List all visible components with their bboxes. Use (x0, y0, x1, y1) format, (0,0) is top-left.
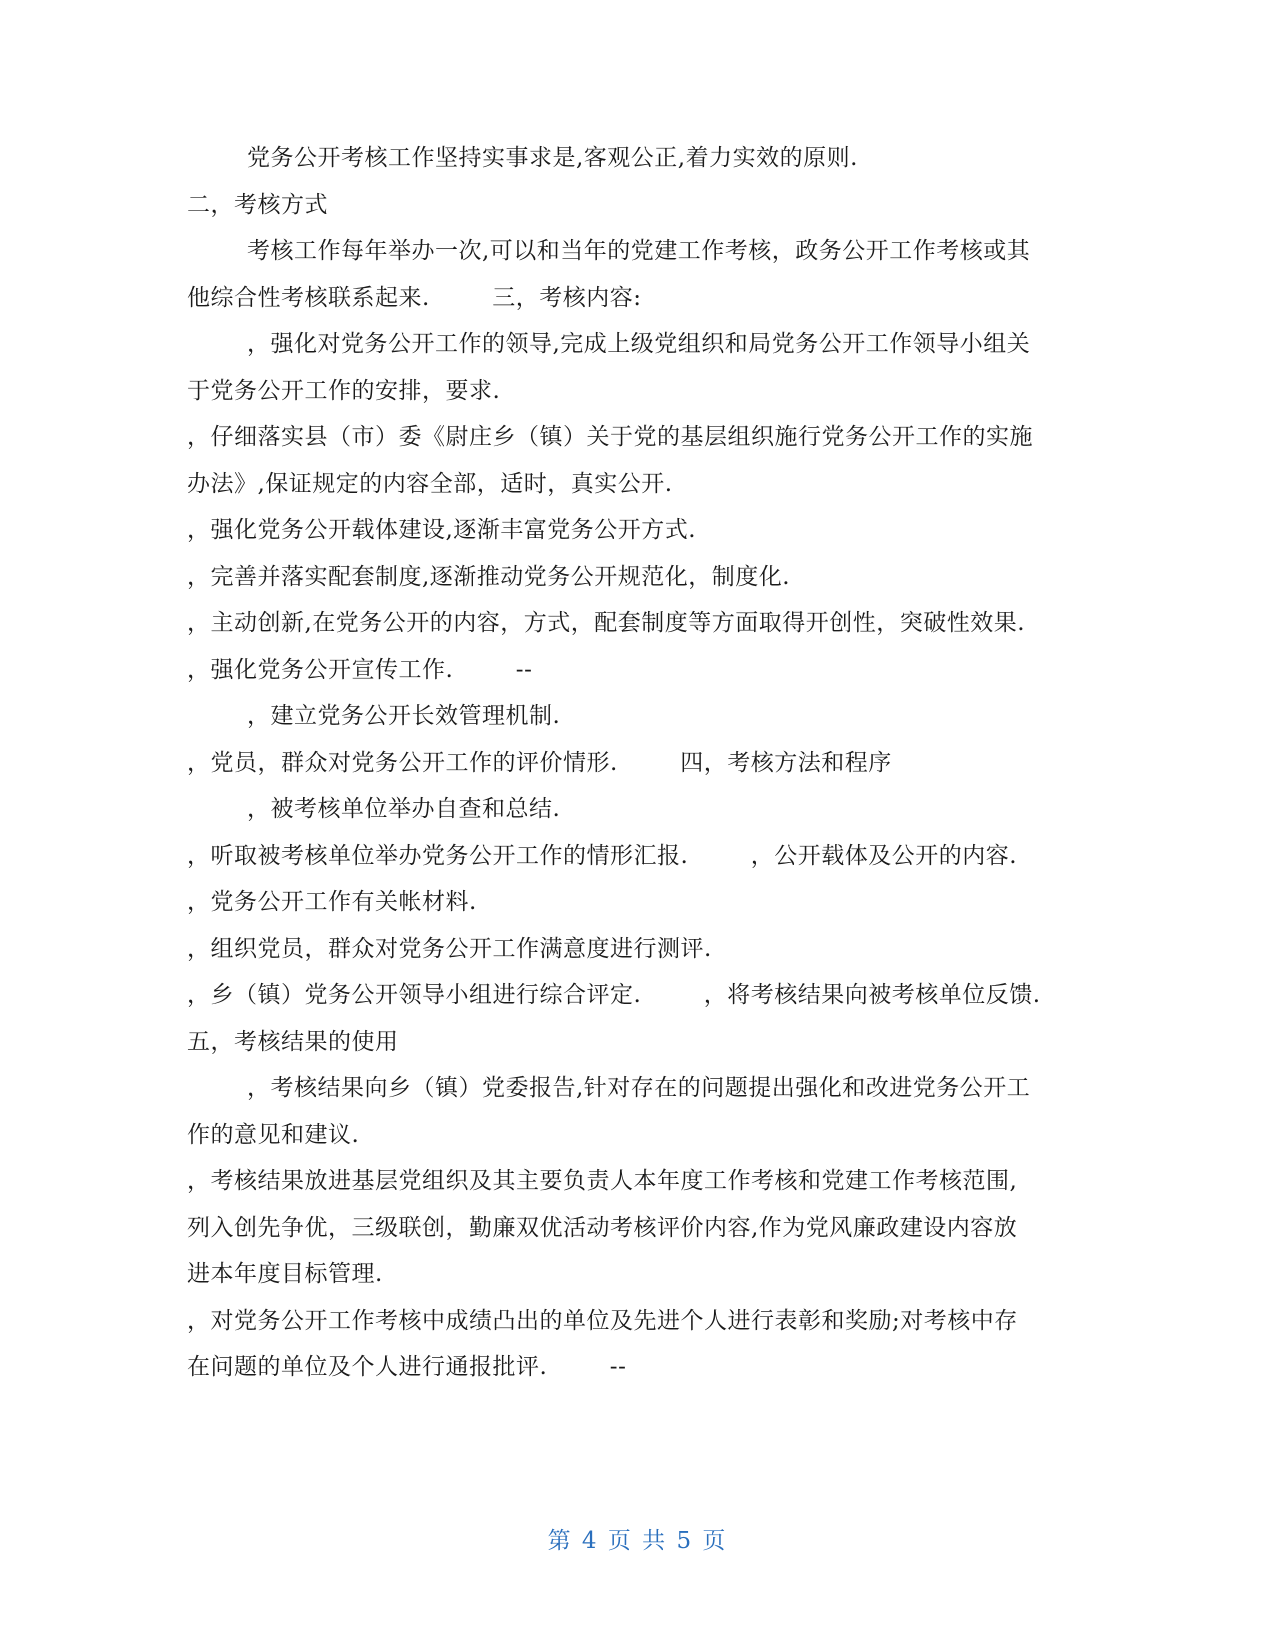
page-number-footer: 第 4 页 共 5 页 (547, 1528, 728, 1554)
paragraph-line: 于党务公开工作的安排，要求. (187, 378, 501, 404)
paragraph-line: ，组织党员，群众对党务公开工作满意度进行测评. (187, 936, 712, 962)
paragraph-line: 进本年度目标管理. (187, 1261, 383, 1287)
paragraph-line: ，考核结果向乡（镇）党委报告,针对存在的问题提出强化和改进党务公开工 (247, 1075, 1031, 1101)
paragraph-line: 他综合性考核联系起来. 三，考核内容: (187, 285, 642, 311)
section-heading: 二，考核方式 (187, 192, 328, 218)
paragraph-line: 列入创先争优，三级联创，勤廉双优活动考核评价内容,作为党风廉政建设内容放 (187, 1215, 1018, 1241)
paragraph-line: ，被考核单位举办自查和总结. (247, 796, 561, 822)
paragraph-line: ，强化对党务公开工作的领导,完成上级党组织和局党务公开工作领导小组关 (247, 331, 1031, 357)
paragraph-line: ，考核结果放进基层党组织及其主要负责人本年度工作考核和党建工作考核范围, (187, 1168, 1018, 1194)
paragraph-line: ，对党务公开工作考核中成绩凸出的单位及先进个人进行表彰和奖励;对考核中存 (187, 1308, 1018, 1334)
paragraph-line: 作的意见和建议. (187, 1122, 360, 1148)
paragraph-line: 在问题的单位及个人进行通报批评. -- (187, 1354, 627, 1380)
paragraph-line: ，建立党务公开长效管理机制. (247, 703, 561, 729)
paragraph-line: 办法》,保证规定的内容全部，适时，真实公开. (187, 471, 673, 497)
paragraph-line: ，仔细落实县（市）委《尉庄乡（镇）关于党的基层组织施行党务公开工作的实施 (187, 424, 1033, 450)
paragraph-line: ，乡（镇）党务公开领导小组进行综合评定. ，将考核结果向被考核单位反馈. (187, 982, 1041, 1008)
paragraph-line: 考核工作每年举办一次,可以和当年的党建工作考核，政务公开工作考核或其 (247, 238, 1031, 264)
paragraph-line: ，听取被考核单位举办党务公开工作的情形汇报. ，公开载体及公开的内容. (187, 843, 1018, 869)
section-heading: 五，考核结果的使用 (187, 1029, 399, 1055)
paragraph-line: ，主动创新,在党务公开的内容，方式，配套制度等方面取得开创性，突破性效果. (187, 610, 1026, 636)
paragraph-line: ，完善并落实配套制度,逐渐推动党务公开规范化，制度化. (187, 564, 791, 590)
paragraph-line: ，党员，群众对党务公开工作的评价情形. 四，考核方法和程序 (187, 750, 892, 776)
paragraph-line: 党务公开考核工作坚持实事求是,客观公正,着力实效的原则. (247, 145, 858, 171)
paragraph-line: ，党务公开工作有关帐材料. (187, 889, 477, 915)
paragraph-line: ，强化党务公开宣传工作. -- (187, 657, 533, 683)
paragraph-line: ，强化党务公开载体建设,逐渐丰富党务公开方式. (187, 517, 697, 543)
